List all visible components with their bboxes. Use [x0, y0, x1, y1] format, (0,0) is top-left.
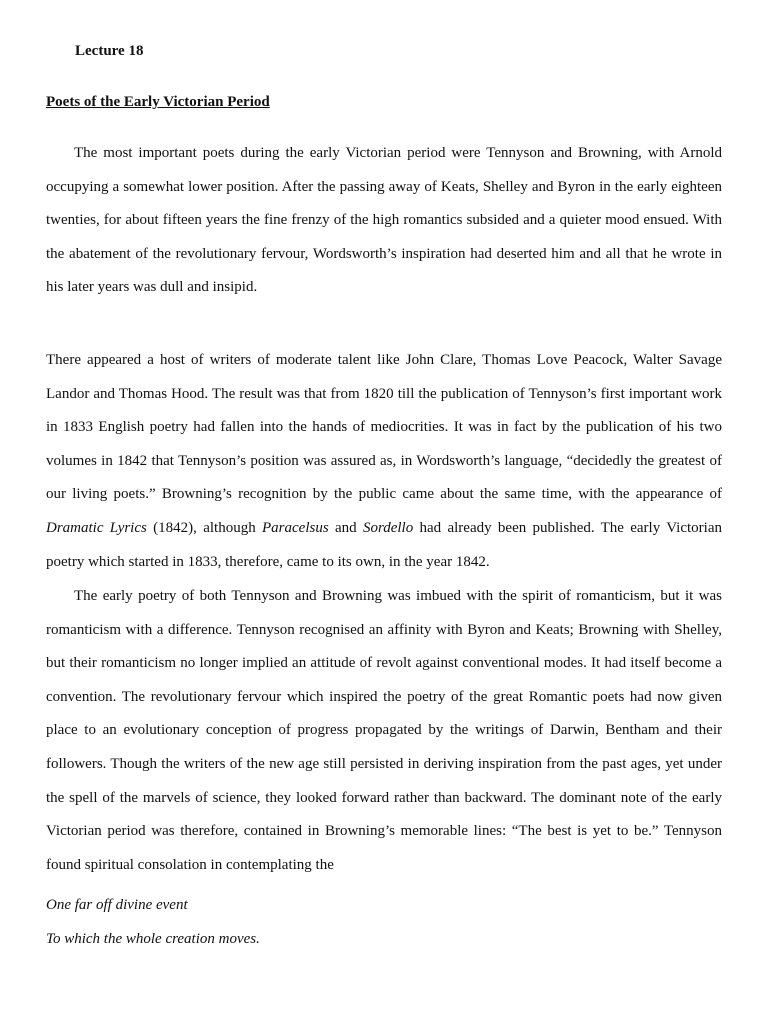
paragraph-intro	[46, 137, 722, 305]
work-title-dramatic-lyrics: Dramatic Lyrics	[46, 519, 147, 536]
paragraph-writers	[46, 344, 722, 579]
page-title: Poets of the Early Victorian Period	[46, 94, 270, 110]
verse-line-1: One far off divine event	[46, 897, 188, 913]
verse-line-2: To which the whole creation moves.	[46, 931, 260, 947]
paragraph-intro-text: The most important poets during the early Victorian period were Tennyson and Browning, with Arnold occupying a somewhat lower position. After the passing away of Keats, Shelley and Byron in the early eighteen twenties, for about fifteen years the fine frenzy of the high romantics subsided and a quieter mood ensued. With the abatement of the revolutionary fervour, Wordsworth’s inspiration had deserted him and all that he wrote in his later years was dull and insipid.	[46, 145, 722, 296]
paragraph-writers-text-4: had already been published. The early Victorian poetry which started in 1833, therefore, came to its own, in the year 1842.	[46, 519, 722, 570]
work-title-sordello: Sordello	[362, 519, 414, 536]
paragraph-writers-text-2: (1842), although	[146, 519, 262, 536]
paragraph-romanticism-text: The early poetry of both Tennyson and Browning was imbued with the spirit of romanticism, but it was romanticism with a difference. Tennyson recognised an affinity with Byron and Keats; Browning with Shelley, but their romanticism no longer implied an attitude of revolt against conventional modes. It had itself become a convention. The revolutionary fervour which inspired the poetry of the great Romantic poets had now given place to an evolutionary conception of progress propagated by the writings of Darwin, Bentham and their followers. Though the writers of the new age still persisted in deriving inspiration from the past ages, yet under the spell of the marvels of science, they looked forward rather than backward. The dominant note of the early Victorian period was therefore, contained in Browning’s memorable lines: “The best is yet to be.” Tennyson found spiritual consolation in contemplating the	[46, 588, 722, 873]
work-title-paracelsus: Paracelsus	[262, 519, 329, 536]
lecture-label: Lecture 18	[75, 43, 144, 59]
paragraph-writers-text-1: There appeared a host of writers of moderate talent like John Clare, Thomas Love Peacock, Walter Savage Landor and Thomas Hood. The result was that from 1820 till the publication of Tennyson’s first important work in 1833 English poetry had fallen into the hands of mediocrities. It was in fact by the publication of his two volumes in 1842 that Tennyson’s position was assured as, in Wordsworth’s language, “decidedly the greatest of our living poets.” Browning’s recognition by the public came about the same time, with the appearance of	[46, 352, 722, 503]
paragraph-romanticism	[46, 580, 722, 882]
paragraph-writers-text-3: and	[328, 519, 363, 536]
